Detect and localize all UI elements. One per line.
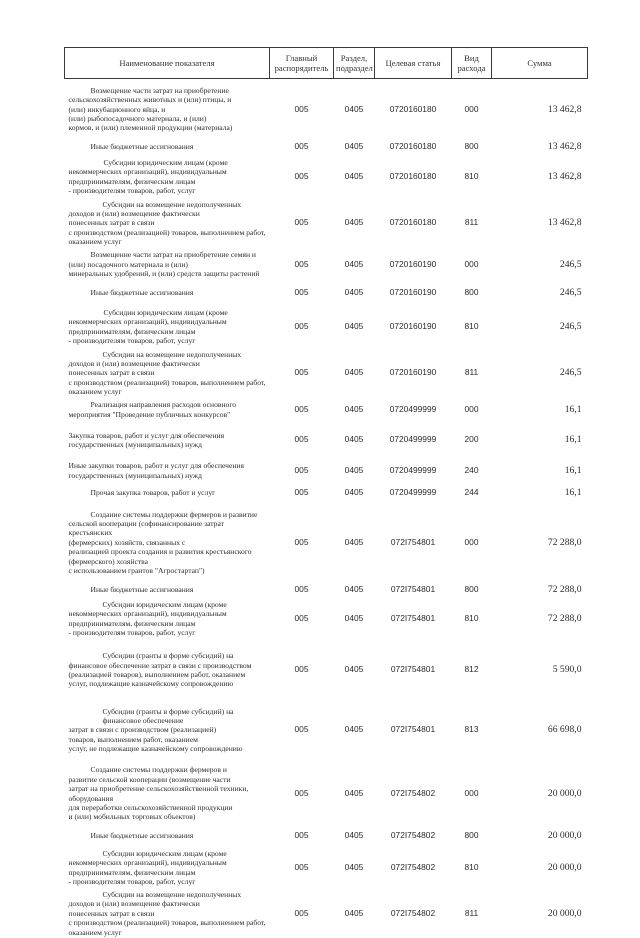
row-csr: 072I754802 <box>390 787 436 798</box>
row-vid: 810 <box>464 612 479 623</box>
row-name-line: с производством (реализацией) товаров, выполнением работ, оказанием услуг <box>68 377 266 397</box>
row-csr: 0720160190 <box>389 287 437 298</box>
row-name-line: некоммерческих организаций), индивидуальным <box>68 609 227 619</box>
row-razdel: 0405 <box>344 861 364 872</box>
header-vid <box>452 48 492 79</box>
row-razdel: 0405 <box>344 140 364 151</box>
row-gr: 005 <box>294 258 309 269</box>
row-gr: 005 <box>294 536 309 547</box>
row-name <box>65 397 270 423</box>
row-name-line: минеральных удобрений, и (или) средств защиты растений <box>68 269 260 279</box>
row-name-line: кормов, и (или) племенной продукции (материала) <box>68 123 233 133</box>
row-gr: 005 <box>294 664 309 675</box>
header-name: Наименование показателя <box>65 48 270 79</box>
row-name-line: Субсидии на возмещение недополученных <box>102 199 242 209</box>
table-header <box>65 48 588 79</box>
row-name <box>65 283 270 304</box>
row-name-line: затрат в связи с производством (реализацией) <box>68 725 217 735</box>
table-row <box>65 283 588 304</box>
row-csr: 0720160180 <box>389 170 437 181</box>
row-csr: 072I754801 <box>390 584 436 595</box>
table-body <box>65 79 588 938</box>
row-gr: 005 <box>294 320 309 331</box>
header-razdel-line1: Раздел, <box>340 53 368 63</box>
header-razdel-line2: подраздел <box>336 63 373 73</box>
row-gr: 005 <box>294 787 309 798</box>
row-name <box>65 641 270 700</box>
row-sum: 20 000,0 <box>547 787 582 799</box>
row-name-line: реализацией проекта создания и развития крестьянского (фермерского) хозяйства <box>68 547 252 566</box>
row-csr: 0720160180 <box>389 103 437 114</box>
row-name <box>65 597 270 641</box>
row-vid: 813 <box>464 724 479 735</box>
row-vid: 200 <box>464 434 479 445</box>
row-name <box>65 827 270 846</box>
row-sum: 16,1 <box>564 486 582 498</box>
row-vid: 000 <box>464 258 479 269</box>
header-gr-line1: Главный <box>285 53 318 63</box>
table-row <box>65 827 588 846</box>
row-csr: 0720499999 <box>389 486 437 497</box>
row-sum: 13 462,8 <box>547 170 582 182</box>
row-sum: 246,5 <box>559 320 582 332</box>
row-name-line: с производством (реализацией) товаров, выполнением работ, оказанием услуг <box>68 227 266 247</box>
row-name-line: сельскохозяйственных животных и (или) птицы, и <box>68 95 232 105</box>
row-name-line: - производителям товаров, работ, услуг <box>68 185 196 195</box>
row-name-line: мероприятия "Проведение публичных конкурсов" <box>68 409 231 419</box>
row-name-line: товаров, выполнением работ, оказанием <box>68 734 198 744</box>
row-name <box>65 700 270 761</box>
row-name-line: Субсидии (гранты в форме субсидий) на финансовое обеспечение <box>102 706 234 725</box>
table-row <box>65 247 588 283</box>
row-gr: 005 <box>294 907 309 918</box>
row-razdel: 0405 <box>344 584 364 595</box>
row-razdel: 0405 <box>344 103 364 114</box>
row-sum: 66 698,0 <box>547 724 582 736</box>
row-razdel: 0405 <box>344 287 364 298</box>
row-name-line: Субсидии юридическим лицам (кроме <box>103 157 228 167</box>
row-vid: 810 <box>464 320 479 331</box>
row-name <box>65 200 270 247</box>
row-gr: 005 <box>294 170 309 181</box>
row-razdel: 0405 <box>344 536 364 547</box>
row-gr: 005 <box>294 403 309 414</box>
row-sum: 246,5 <box>559 258 582 270</box>
table-row <box>65 700 588 761</box>
row-razdel: 0405 <box>344 612 364 623</box>
row-vid: 800 <box>464 287 479 298</box>
row-gr: 005 <box>294 464 309 475</box>
row-name-line: Возмещение части затрат на приобретение семян и <box>90 250 256 260</box>
row-name-line: (или) рыбопосадочного материала, и (или) <box>68 113 207 123</box>
row-sum: 5 590,0 <box>552 664 582 676</box>
row-name-line: понесенных затрат в связи <box>68 908 155 918</box>
row-sum: 72 288,0 <box>547 584 582 596</box>
row-gr: 005 <box>294 584 309 595</box>
table-row <box>65 484 588 502</box>
row-name <box>65 484 270 502</box>
row-csr: 0720160180 <box>389 217 437 228</box>
row-name-line: Субсидии на возмещение недополученных <box>102 890 242 900</box>
row-name <box>65 304 270 350</box>
row-gr: 005 <box>294 724 309 735</box>
row-name-line: Иные бюджетные ассигнования <box>90 585 194 595</box>
row-vid: 800 <box>464 584 479 595</box>
row-name-line: сельской кооперации (софинансирование затрат крестьянских <box>68 519 224 538</box>
budget-table <box>64 47 588 938</box>
row-name-line: - производителям товаров, работ, услуг <box>68 335 196 345</box>
row-name-line: доходов и (или) возмещение фактически <box>68 899 200 909</box>
header-razdel <box>334 48 375 79</box>
table-row <box>65 350 588 397</box>
row-razdel: 0405 <box>344 486 364 497</box>
row-vid: 811 <box>464 907 479 918</box>
table-row <box>65 423 588 458</box>
row-csr: 072I754802 <box>390 907 436 918</box>
row-vid: 810 <box>464 861 479 872</box>
row-gr: 005 <box>294 367 309 378</box>
row-gr: 005 <box>294 287 309 298</box>
row-vid: 800 <box>464 830 479 841</box>
row-razdel: 0405 <box>344 434 364 445</box>
row-csr: 0720160180 <box>389 140 437 151</box>
row-razdel: 0405 <box>344 907 364 918</box>
table-row <box>65 584 588 597</box>
row-vid: 000 <box>464 536 479 547</box>
row-name-line: Субсидии (гранты в форме субсидий) на <box>102 651 234 661</box>
row-name-line: доходов и (или) возмещение фактически <box>68 208 200 218</box>
row-vid: 244 <box>464 486 479 497</box>
row-sum: 20 000,0 <box>547 830 582 842</box>
row-name-line: с использованием грантов "Агростартап") <box>68 566 205 576</box>
row-name <box>65 761 270 827</box>
row-sum: 16,1 <box>564 464 582 476</box>
row-csr: 072I754801 <box>390 612 436 623</box>
row-razdel: 0405 <box>344 724 364 735</box>
row-name-line: и (или) мобильных торговых объектов) <box>68 812 196 822</box>
row-vid: 240 <box>464 464 479 475</box>
header-vid-line2: расхода <box>457 63 486 73</box>
table-row <box>65 304 588 350</box>
row-gr: 005 <box>294 217 309 228</box>
row-name-line: (реализацией товаров), выполнением работ, оказанием <box>68 670 246 680</box>
row-csr: 0720160190 <box>389 320 437 331</box>
row-name-line: Прочая закупка товаров, работ и услуг <box>90 487 216 497</box>
row-vid: 000 <box>464 403 479 414</box>
row-name <box>65 154 270 200</box>
row-csr: 072I754801 <box>390 536 436 547</box>
row-name-line: Иные бюджетные ассигнования <box>90 141 194 151</box>
row-name-line: некоммерческих организаций), индивидуальным <box>68 167 227 177</box>
row-razdel: 0405 <box>344 403 364 414</box>
row-sum: 16,1 <box>564 434 582 446</box>
row-gr: 005 <box>294 434 309 445</box>
row-name <box>65 890 270 938</box>
row-csr: 0720160190 <box>389 258 437 269</box>
row-name <box>65 846 270 890</box>
table-row <box>65 502 588 584</box>
row-vid: 811 <box>464 217 479 228</box>
row-name-line: некоммерческих организаций), индивидуальным <box>68 858 227 868</box>
table-row <box>65 154 588 200</box>
row-csr: 0720499999 <box>389 464 437 475</box>
row-name-line: Иные закупки товаров, работ и услуг для обеспечения <box>68 461 244 471</box>
table-row <box>65 140 588 154</box>
row-gr: 005 <box>294 861 309 872</box>
row-sum: 246,5 <box>559 287 582 299</box>
table-row <box>65 458 588 484</box>
row-vid: 000 <box>464 787 479 798</box>
row-name-line: Создание системы поддержки фермеров и развитие <box>90 509 258 519</box>
row-name-line: Иные бюджетные ассигнования <box>90 288 194 298</box>
row-sum: 20 000,0 <box>547 907 582 919</box>
row-razdel: 0405 <box>344 464 364 475</box>
row-csr: 0720499999 <box>389 434 437 445</box>
row-name-line: затрат на приобретение сельскохозяйственной техники, оборудования <box>68 784 249 803</box>
table-row <box>65 79 588 140</box>
row-name-line: предпринимателям, физическим лицам <box>68 326 196 336</box>
row-name-line: - производителям товаров, работ, услуг <box>68 876 196 886</box>
row-razdel: 0405 <box>344 217 364 228</box>
row-razdel: 0405 <box>344 258 364 269</box>
row-csr: 072I754802 <box>390 861 436 872</box>
row-name-line: доходов и (или) возмещение фактически <box>68 358 200 368</box>
row-razdel: 0405 <box>344 320 364 331</box>
row-sum: 13 462,8 <box>547 140 582 152</box>
row-name-line: Создание системы поддержки фермеров и <box>90 765 227 775</box>
table-row <box>65 846 588 890</box>
header-csr: Целевая статья <box>375 48 452 79</box>
row-name-line: финансовое обеспечение затрат в связи с производством <box>68 660 252 670</box>
row-vid: 000 <box>464 103 479 114</box>
row-sum: 16,1 <box>564 403 582 415</box>
row-razdel: 0405 <box>344 830 364 841</box>
row-razdel: 0405 <box>344 664 364 675</box>
header-gr-line2: распорядитель <box>274 63 329 73</box>
row-vid: 810 <box>464 170 479 181</box>
row-name-line: Субсидии юридическим лицам (кроме <box>103 307 228 317</box>
row-name <box>65 350 270 397</box>
row-name <box>65 458 270 484</box>
row-vid: 800 <box>464 140 479 151</box>
row-name-line: (или) посадочного материала и (или) <box>68 259 188 269</box>
row-name-line: с производством (реализацией) товаров, выполнением работ, оказанием услуг <box>68 918 266 937</box>
header-vid-line1: Вид <box>464 53 479 63</box>
row-name <box>65 79 270 140</box>
table-row <box>65 641 588 700</box>
row-gr: 005 <box>294 140 309 151</box>
row-csr: 072I754801 <box>390 724 436 735</box>
row-sum: 246,5 <box>559 367 582 379</box>
row-name-line: (фермерских) хозяйств, связанных с <box>68 537 186 547</box>
row-name-line: Субсидии юридическим лицам (кроме <box>102 599 227 609</box>
row-name-line: Возмещение части затрат на приобретение <box>90 85 229 95</box>
row-name-line: предпринимателям, физическим лицам <box>68 867 196 877</box>
row-razdel: 0405 <box>344 170 364 181</box>
row-name <box>65 423 270 458</box>
row-name-line: государственных (муниципальных) нужд <box>68 440 202 450</box>
row-sum: 72 288,0 <box>547 612 582 624</box>
row-name-line: (или) инкубационного яйца, и <box>68 104 166 114</box>
row-sum: 13 462,8 <box>547 217 582 229</box>
table-row <box>65 597 588 641</box>
row-name-line: предпринимателям, физическим лицам <box>68 618 196 628</box>
row-csr: 072I754802 <box>390 830 436 841</box>
row-name-line: Реализация направления расходов основного <box>90 400 237 410</box>
row-csr: 072I754801 <box>390 664 436 675</box>
row-sum: 13 462,8 <box>547 103 582 115</box>
row-name-line: Субсидии юридическим лицам (кроме <box>102 848 227 858</box>
row-vid: 812 <box>464 664 479 675</box>
row-name <box>65 502 270 584</box>
table-row <box>65 200 588 247</box>
row-name-line: понесенных затрат в связи <box>68 368 155 378</box>
row-gr: 005 <box>294 612 309 623</box>
table-row <box>65 890 588 938</box>
header-gr <box>270 48 334 79</box>
row-name-line: для переработки сельскохозяйственной продукции <box>68 802 233 812</box>
row-name <box>65 247 270 283</box>
row-razdel: 0405 <box>344 787 364 798</box>
table-row <box>65 761 588 827</box>
row-sum: 72 288,0 <box>547 536 582 548</box>
row-csr: 0720160190 <box>389 367 437 378</box>
row-name-line: услуг, подлежащие казначейскому сопровождению <box>68 679 234 689</box>
row-gr: 005 <box>294 486 309 497</box>
row-name-line: развитие сельской кооперации (возмещение части <box>68 774 231 784</box>
row-name-line: государственных (муниципальных) нужд <box>68 470 202 480</box>
row-name-line: понесенных затрат в связи <box>68 218 155 228</box>
row-name-line: предпринимателям, физическим лицам <box>68 176 196 186</box>
row-name-line: Закупка товаров, работ и услуг для обеспечения <box>68 430 225 440</box>
row-razdel: 0405 <box>344 367 364 378</box>
row-name-line: - производителям товаров, работ, услуг <box>68 627 196 637</box>
row-name <box>65 140 270 154</box>
row-name-line: услуг, не подлежащие казначейскому сопровождению <box>68 744 243 754</box>
row-gr: 005 <box>294 103 309 114</box>
row-name-line: Иные бюджетные ассигнования <box>90 831 194 841</box>
row-csr: 0720499999 <box>389 403 437 414</box>
row-name <box>65 584 270 597</box>
row-vid: 811 <box>464 367 479 378</box>
row-name-line: Субсидии на возмещение недополученных <box>102 349 242 359</box>
row-name-line: некоммерческих организаций), индивидуальным <box>68 317 227 327</box>
row-gr: 005 <box>294 830 309 841</box>
table-row <box>65 397 588 423</box>
row-sum: 20 000,0 <box>547 861 582 873</box>
header-sum: Сумма <box>492 48 588 79</box>
